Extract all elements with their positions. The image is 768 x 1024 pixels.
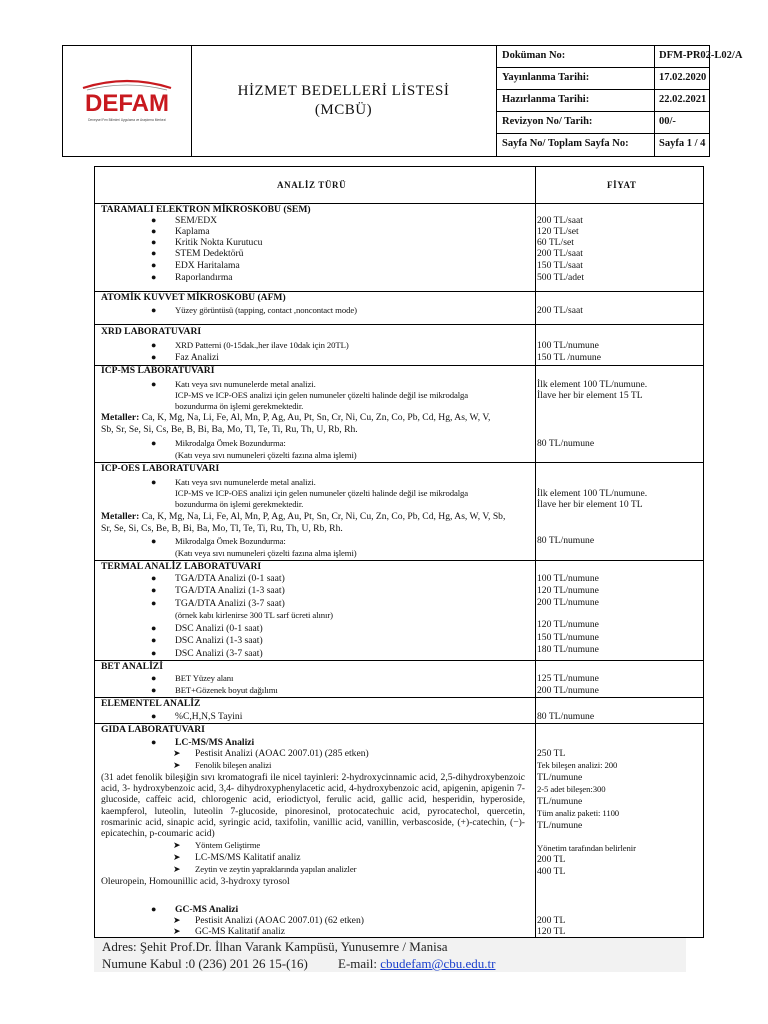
list-item: Fenolik bileşen analizi [195, 760, 272, 770]
price: 80 TL/numune [537, 711, 595, 722]
price: 150 TL/numune [537, 632, 599, 643]
note: bozundurma ön işlemi gerekmektedir. [175, 401, 304, 411]
price: 120 TL/set [537, 226, 579, 237]
list-item: Zeytin ve zeytin yapraklarında yapılan analizler [195, 864, 357, 874]
list-item: Katı veya sıvı numunelerde metal analizi. [175, 379, 316, 389]
price: Yönetim tarafından belirlenir [537, 843, 636, 853]
document-title: HİZMET BEDELLERİ LİSTESİ [237, 83, 450, 99]
price: 2-5 adet bileşen:300 [537, 784, 606, 794]
meta-row: Hazırlanma Tarihi: 22.02.2021 [496, 90, 709, 112]
document-header [62, 45, 743, 157]
title-cell [191, 46, 497, 156]
price: Tek bileşen analizi: 200 [537, 760, 618, 770]
price: 120 TL/numune [537, 585, 599, 596]
list-item: GC-MS Kalitatif analiz [195, 926, 286, 937]
price: 120 TL/numune [537, 619, 599, 630]
phenolic-list: (31 adet fenolik bileşiğin sıvı kromatografi ile nicel tayinleri: 2-hydroxycinnamic acid, 2,5-dihydroxybenzoic acid, 3- hydroxybenzoic acid, 3,4- dihydroxyphenylacetic acid, 4-hydroxybenzoic acid, apigenin, apigenin 7- glucoside, caffeic acid, chlorogenic acid, eriodictyol, ferulic acid, gallic acid, hesperidin, hyperoside, kaempferol, luteolin, luteolin 7-glucoside, pinoresinol, protocatechuic acid, pyrocatechol, quercetin, rosmarinic acid, sinapic acid, syringic acid, taxifolin, vanillic acid, vanillin, verbascoside, (+)-catechin, (−)-epicatechin, p-coumaric acid) [101, 772, 525, 840]
section-title-termal: TERMAL ANALİZ LABORATUVARI [101, 561, 262, 572]
price: TL/numune [537, 820, 583, 831]
list-item: DSC Analizi (0-1 saat) [175, 623, 263, 634]
list-item: DSC Analizi (1-3 saat) [175, 635, 263, 646]
price: 200 TL/saat [537, 215, 583, 226]
page-footer [94, 938, 686, 972]
meta-row: Yayınlanma Tarihi: 17.02.2020 [496, 68, 709, 90]
list-item: XRD Patterni (0-15dak.,her ilave 10dak için 20TL) [175, 340, 349, 350]
olive-compounds: Oleuropein, Homounillic acid, 3-hydroxy tyrosol [101, 876, 290, 887]
price: 80 TL/numune [537, 438, 595, 449]
price: 200 TL/numune [537, 685, 599, 696]
price: 250 TL [537, 748, 566, 759]
price-table: ANALİZ TÜRÜ FİYAT TARAMALI ELEKTRON MİKROSKOBU (SEM) ● SEM/EDX ● Kaplama ● Kritik Nokta Kurutucu ● STEM Dedektörü ● EDX Haritalama ● Raporlandırma 200 TL/saat 120 TL/set 60 TL/set 200 TL/saat 150 TL/saat 500 TL/adet ATOMİK KUVVET MİKROSKOBU (AFM) ● Yüzey görüntüsü (tapping, contact ,noncontact mode) 200 TL/saat XRD LABORATUVARI ● XRD Patterni (0-15dak.,her ilave 10dak için 20TL) ● Faz Analizi 100 TL/numune 150 TL /numune ICP-MS LABORATUVARI ● Katı veya sıvı numunelerde metal analizi. ICP-MS ve ICP-OES analizi için gelen numuneler çözelti halinde değil ise mikrodalga bozundurma ön işlemi gerekmektedir. Metaller: Ca, K, Mg, Na, Li, Fe, Al, Mn, P, Ag, Au, Pt, Sn, Cr, Ni, Cu, Zn, Co, Pb, Cd, Hg, As, W, V, Sb, Sr, Se, Si, Cs, Be, B, Bi, Ba, Mo, Tl, Te, Ti, Ru, Th, U, Rb, Rh. ● Mikrodalga Ömek Bozundurma: (Katı veya sıvı numuneleri çözelti fazına alma işlemi) İlk element 100 TL/numune. İlave her bir element 15 TL 80 TL/numune ICP-OES LABORATUVARI ● Katı veya sıvı numunelerde metal analizi. ICP-MS ve ICP-OES analizi için gelen numuneler çözelti halinde değil ise mikrodalga bozundurma ön işlemi gerekmektedir. Metaller: Ca, K, Mg, Na, Li, Fe, Al, Mn, P, Ag, Au, Pt, Sn, Cr, Ni, Cu, Zn, Co, Pb, Cd, Hg, As, W, V, Sb, Sr, Se, Si, Cs, Be, B, Bi, Ba, Mo, Tl, Te, Ti, Ru, Th, U, Rb, Rh. ● Mikrodalga Ömek Bozundurma: (Katı veya sıvı numuneleri çözelti fazına alma işlemi) İlk element 100 TL/numune. İlave her bir element 10 TL 80 TL/numune TERMAL ANALİZ LABORATUVARI ● TGA/DTA Analizi (0-1 saat) ● TGA/DTA Analizi (1-3 saat) ● TGA/DTA Analizi (3-7 saat) (örnek kabı kirlenirse 300 TL sarf ücreti alınır) ● DSC Analizi (0-1 saat) ● DSC Analizi (1-3 saat) ● DSC Analizi (3-7 saat) 100 TL/numune 120 TL/numune 200 TL/numune 120 TL/numune 150 TL/numune 180 TL/numune BET ANALİZİ ● BET Yüzey alanı ● BET+Gözenek boyut dağılımı 125 TL/numune 200 TL/numune ELEMENTEL ANALİZ ● %C,H,N,S Tayini 80 TL/numune GIDA LABORATUVARI ● LC-MS/MS Analizi ➤ Pestisit Analizi (AOAC 2007.01) (285 etken) ➤ Fenolik bileşen analizi (31 adet fenolik bileşiğin sıvı kromatografi ile nicel tayinleri: 2-hydroxycinnamic acid, 2,5-dihydroxybenzoic acid, 3- hydroxybenzoic acid, 3,4- dihydroxyphenylacetic acid, 4-hydroxybenzoic acid, apigenin, apigenin 7- glucoside, caffeic acid, chlorogenic acid, eriodictyol, ferulic acid, gallic acid, hesperidin, hyperoside, kaempferol, luteolin, luteolin 7-glucoside, pinoresinol, protocatechuic acid, pyrocatechol, quercetin, rosmarinic acid, sinapic acid, syringic acid, taxifolin, vanillic acid, vanillin, verbascoside, (+)-catechin, (−)-epicatechin, p-coumaric acid) ➤ Yöntem Geliştirme ➤ LC-MS/MS Kalitatif analiz ➤ Zeytin ve zeytin yapraklarında yapılan analizler Oleuropein, Homounillic acid, 3-hydroxy tyrosol ● GC-MS Analizi ➤ Pestisit Analizi (AOAC 2007.01) (62 etken) ➤ GC-MS Kalitatif analiz 250 TL Tek bileşen analizi: 200 TL/numune 2-5 adet bileşen:300 TL/numune Tüm analiz paketi: 1100 TL/numune Yönetim tarafından belirlenir 200 TL 400 TL 200 TL 120 TL [94, 166, 704, 938]
list-item: TGA/DTA Analizi (3-7 saat) [175, 598, 285, 609]
list-item: GC-MS Analizi [175, 904, 239, 915]
note: (Katı veya sıvı numuneleri çözelti fazına alma işlemi) [175, 548, 357, 558]
price: 500 TL/adet [537, 272, 584, 283]
section-title-icpms: ICP-MS LABORATUVARI [101, 365, 215, 376]
meta-row: Sayfa No/ Toplam Sayfa No: Sayfa 1 / 4 [502, 138, 706, 149]
section-title-elemental: ELEMENTEL ANALİZ [101, 698, 201, 709]
list-item: TGA/DTA Analizi (0-1 saat) [175, 573, 285, 584]
svg-text:Deneysel Fen Bilimleri Uygulam: Deneysel Fen Bilimleri Uygulama ve Araştırma Merkezi [88, 118, 166, 122]
price: İlave her bir element 15 TL [537, 390, 643, 401]
price: TL/numune [537, 772, 583, 783]
meta-row: Revizyon No/ Tarih: 00/- [496, 112, 709, 134]
price: 180 TL/numune [537, 644, 599, 655]
section-title-sem: TARAMALI ELEKTRON MİKROSKOBU (SEM) [101, 204, 311, 215]
price: İlk element 100 TL/numune. [537, 379, 648, 390]
list-item: TGA/DTA Analizi (1-3 saat) [175, 585, 285, 596]
list-item: DSC Analizi (3-7 saat) [175, 648, 263, 659]
list-item: Mikrodalga Ömek Bozundurma: [175, 438, 286, 448]
column-header-analysis: ANALİZ TÜRÜ [277, 180, 347, 190]
list-item: BET+Gözenek boyut dağılımı [175, 685, 278, 695]
section-title-icpoes: ICP-OES LABORATUVARI [101, 463, 220, 474]
price: 150 TL/saat [537, 260, 583, 271]
price: 100 TL/numune [537, 573, 599, 584]
list-item: %C,H,N,S Tayini [175, 711, 243, 722]
list-item: Pestisit Analizi (AOAC 2007.01) (285 etken) [195, 748, 369, 759]
price: 400 TL [537, 866, 566, 877]
price: Tüm analiz paketi: 1100 [537, 808, 620, 818]
defam-logo [77, 76, 177, 126]
price: 100 TL/numune [537, 340, 599, 351]
list-item: Kritik Nokta Kurutucu [175, 237, 263, 248]
metals-line: Metaller: Ca, K, Mg, Na, Li, Fe, Al, Mn, P, Ag, Au, Pt, Sn, Cr, Ni, Cu, Zn, Co, Pb, Cd, Hg, As, W, V, Sb, [101, 511, 506, 522]
price: 200 TL [537, 854, 566, 865]
list-item: Yöntem Geliştirme [195, 840, 261, 850]
price: 150 TL /numune [537, 352, 601, 363]
price: 120 TL [537, 926, 566, 937]
meta-table [496, 46, 743, 156]
list-item: Mikrodalga Ömek Bozundurma: [175, 536, 286, 546]
logo-cell [63, 46, 192, 156]
note: (Katı veya sıvı numuneleri çözelti fazına alma işlemi) [175, 450, 357, 460]
list-item: Kaplama [175, 226, 210, 237]
metals-line: Metaller: Ca, K, Mg, Na, Li, Fe, Al, Mn, P, Ag, Au, Pt, Sn, Cr, Ni, Cu, Zn, Co, Pb, Cd, Hg, As, W, V, [101, 412, 491, 423]
section-title-afm: ATOMİK KUVVET MİKROSKOBU (AFM) [101, 292, 286, 303]
list-item: Faz Analizi [175, 352, 219, 363]
section-title-bet: BET ANALİZİ [101, 661, 163, 672]
list-item: EDX Haritalama [175, 260, 240, 271]
footer-phone: Numune Kabul :0 (236) 201 26 15-(16) [102, 956, 308, 971]
list-item: LC-MS/MS Analizi [175, 737, 255, 748]
note: (örnek kabı kirlenirse 300 TL sarf ücreti alınır) [175, 610, 333, 620]
section-title-xrd: XRD LABORATUVARI [101, 326, 202, 337]
list-item: Katı veya sıvı numunelerde metal analizi. [175, 477, 316, 487]
column-header-price: FİYAT [607, 180, 637, 190]
footer-address: Adres: Şehit Prof.Dr. İlhan Varank Kampüsü, Yunusemre / Manisa [102, 939, 448, 954]
metals-line: Sr, Se, Si, Cs, Be, B, Bi, Ba, Mo, Tl, Te, Ti, Ru, Th, U, Rb, Rh. [101, 523, 343, 534]
email-link[interactable]: cbudefam@cbu.edu.tr [380, 956, 496, 971]
price: 200 TL/saat [537, 248, 583, 259]
list-item: SEM/EDX [175, 215, 218, 226]
price: 200 TL/saat [537, 305, 583, 316]
list-item: Yüzey görüntüsü (tapping, contact ,noncontact mode) [175, 305, 357, 315]
price: 80 TL/numune [537, 535, 595, 546]
document-subtitle: (MCBÜ) [314, 102, 373, 118]
svg-text:DEFAM: DEFAM [85, 90, 169, 117]
list-item: Raporlandırma [175, 272, 233, 283]
price: 200 TL [537, 915, 566, 926]
price: 60 TL/set [537, 237, 574, 248]
price: 200 TL/numune [537, 597, 599, 608]
list-item: STEM Dedektörü [175, 248, 244, 259]
list-item: Pestisit Analizi (AOAC 2007.01) (62 etken) [195, 915, 364, 926]
section-title-gida: GIDA LABORATUVARI [101, 724, 205, 735]
metals-line: Sb, Sr, Se, Si, Cs, Be, B, Bi, Ba, Mo, Tl, Te, Ti, Ru, Th, U, Rb, Rh. [101, 424, 358, 435]
list-item: LC-MS/MS Kalitatif analiz [195, 852, 301, 863]
note: ICP-MS ve ICP-OES analizi için gelen numuneler çözelti halinde değil ise mikrodalga [175, 488, 469, 498]
note: bozundurma ön işlemi gerekmektedir. [175, 499, 304, 509]
price: İlk element 100 TL/numune. [537, 488, 648, 499]
price: TL/numune [537, 796, 583, 807]
price: İlave her bir element 10 TL [537, 499, 643, 510]
meta-row: Doküman No: DFM-PR02-L02/A [496, 46, 709, 68]
note: ICP-MS ve ICP-OES analizi için gelen numuneler çözelti halinde değil ise mikrodalga [175, 390, 469, 400]
price: 125 TL/numune [537, 673, 599, 684]
list-item: BET Yüzey alanı [175, 673, 234, 683]
footer-email: E-mail: cbudefam@cbu.edu.tr [338, 956, 496, 971]
